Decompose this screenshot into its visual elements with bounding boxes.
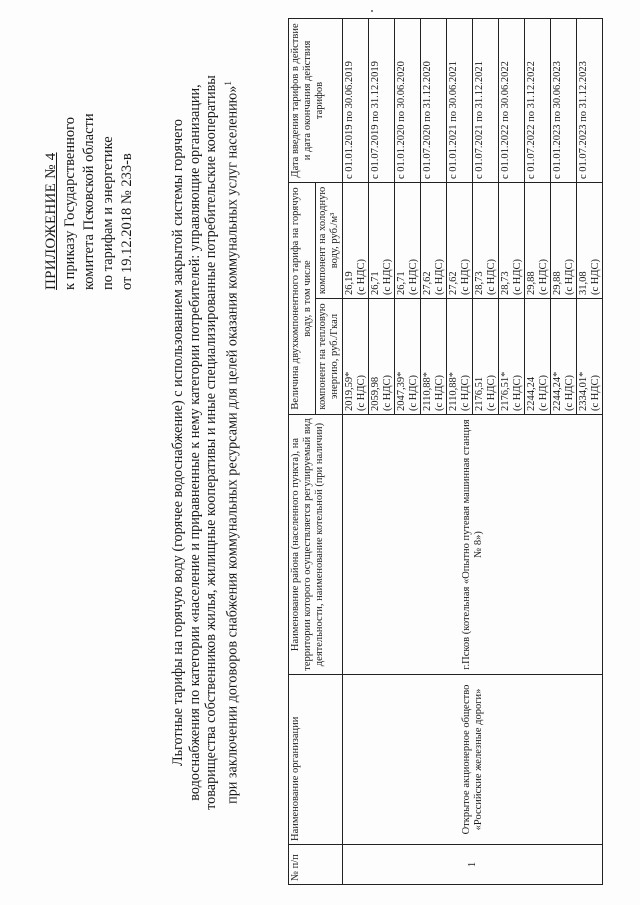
footnote-marker: 1 [222, 81, 233, 86]
heat-value-cell: 2047,39* (с НДС) [395, 299, 421, 415]
appendix-line: к приказу Государственного [62, 117, 78, 290]
table-header-row [289, 18, 316, 884]
date-range: с 01.01.2019 по 30.06.2019 [343, 18, 369, 182]
appendix-line: от 19.12.2018 № 233-в [119, 153, 135, 290]
date-range: с 01.07.2020 по 31.12.2020 [421, 18, 447, 182]
heat-value-cell: 2244,24 (с НДС) [525, 299, 551, 415]
header-heat: компонент на тепловую энергию, руб./Гкал [316, 299, 343, 415]
water-value-cell: 26,71 (с НДС) [395, 182, 421, 298]
row-number: 1 [343, 845, 603, 885]
appendix-line: по тарифам и энергетике [100, 136, 116, 290]
header-district: Наименование района (населенного пункта), на территории которого осуществляется регулируемый вид деятельности, наименование котельной (при наличии) [289, 415, 343, 675]
water-value-cell: 27,62 (с НДС) [421, 182, 447, 298]
water-value-cell: 26,19 (с НДС) [343, 182, 369, 298]
organization-name: Открытое акционерное общество «Российские железные дороги» [343, 675, 603, 845]
date-range: с 01.01.2023 по 30.06.2023 [551, 18, 577, 182]
heat-value-cell: 2244,24* (с НДС) [551, 299, 577, 415]
header-date: Дата введения тарифов в действие и дата окончания действия тарифов [289, 18, 343, 182]
heat-value-cell: 2176,51 (с НДС) [473, 299, 499, 415]
date-range: с 01.07.2021 по 31.12.2021 [473, 18, 499, 182]
heat-value-cell: 2176,51* (с НДС) [499, 299, 525, 415]
heat-value-cell: 2059,98 (с НДС) [369, 299, 395, 415]
appendix-line: комитета Псковской области [81, 113, 97, 290]
heat-value-cell: 2019,59* (с НДС) [343, 299, 369, 415]
heat-value-cell: 2110,88* (с НДС) [447, 299, 473, 415]
title-line-text: при заключении договоров снабжения коммунальных ресурсами для целей оказания коммунальных услуг населению» [224, 85, 241, 804]
heat-value-cell: 2334,01* (с НДС) [577, 299, 603, 415]
header-water: компонент на холодную воду, руб./м³ [316, 182, 343, 298]
title-line: товарищества собственников жилья, жилищные кооперативы и иные специализированные потребительские кооперативы [203, 75, 220, 810]
date-range: с 01.07.2022 по 31.12.2022 [525, 18, 551, 182]
appendix-header [42, 30, 137, 290]
appendix-title: ПРИЛОЖЕНИЕ № 4 [43, 152, 59, 290]
document-title [170, 20, 241, 865]
header-org: Наименование организации [289, 675, 343, 845]
tariff-table [288, 18, 603, 885]
title-line: Льготные тарифы на горячую воду (горячее водоснабжение) с использованием закрытой системы горячего [170, 118, 186, 767]
heat-value-cell: 2110,88* (с НДС) [421, 299, 447, 415]
water-value-cell: 28,73 (с НДС) [499, 182, 525, 298]
title-line: водоснабжения по категории «население и приравненные к нему категории потребителей: управляющие организации, [186, 84, 203, 801]
water-value-cell: 28,73 (с НДС) [473, 182, 499, 298]
date-range: с 01.01.2020 по 30.06.2020 [395, 18, 421, 182]
title-line [220, 20, 241, 865]
date-range: с 01.01.2021 по 30.06.2021 [447, 18, 473, 182]
water-value-cell: 29,88 (с НДС) [551, 182, 577, 298]
header-num: № п/п [289, 845, 343, 885]
water-value-cell: 29,88 (с НДС) [525, 182, 551, 298]
table-row [343, 18, 369, 884]
water-value-cell: 26,71 (с НДС) [369, 182, 395, 298]
district-name: г.Псков (котельная «Опытно путевая машинная станция № 8») [343, 415, 603, 675]
header-tariff-group: Величина двухкомпонентного тарифа на горячую воду, в том числе [289, 182, 316, 414]
water-value-cell: 31,08 (с НДС) [577, 182, 603, 298]
date-range: с 01.07.2023 по 31.12.2023 [577, 18, 603, 182]
date-range: с 01.01.2022 по 30.06.2022 [499, 18, 525, 182]
water-value-cell: 27,62 (с НДС) [447, 182, 473, 298]
date-range: с 01.07.2019 по 31.12.2019 [369, 18, 395, 182]
